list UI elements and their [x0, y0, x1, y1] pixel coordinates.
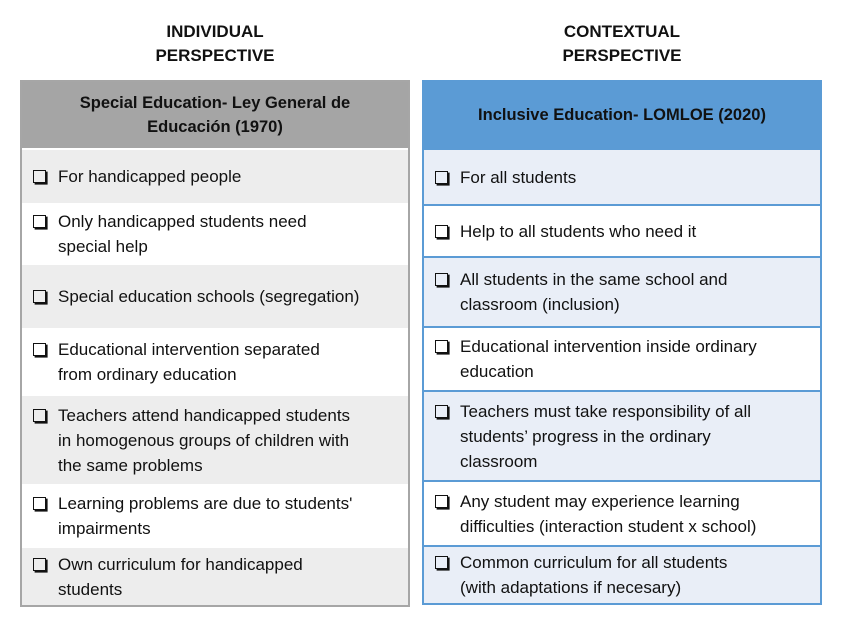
- list-item-text: Educational intervention inside ordinary education: [460, 337, 757, 381]
- checkbox-icon: [435, 273, 448, 286]
- individual-perspective-title: INDIVIDUAL PERSPECTIVE: [155, 22, 275, 65]
- list-item-text: Common curriculum for all students (with adaptations if necesary): [460, 553, 728, 597]
- list-item: [424, 480, 820, 545]
- list-item: [22, 263, 408, 328]
- checkbox-icon: [33, 215, 46, 228]
- list-item: [424, 390, 820, 480]
- list-item-text: Own curriculum for handicapped students: [58, 554, 303, 599]
- checkbox-icon: [435, 495, 448, 508]
- list-item-text: Special education schools (segregation): [58, 287, 360, 306]
- checkbox-icon: [33, 290, 46, 303]
- list-item: [22, 148, 408, 203]
- checkbox-icon: [33, 170, 46, 183]
- checkbox-icon: [435, 556, 448, 569]
- special-education-header: [22, 82, 408, 148]
- special-education-header-label: Special Education- Ley General de Educación (1970): [79, 94, 351, 136]
- list-item: [22, 484, 408, 546]
- checkbox-icon: [435, 340, 448, 353]
- inclusive-education-header: [424, 82, 820, 148]
- checkbox-icon: [435, 405, 448, 418]
- list-item-text: Teachers attend handicapped students in homogenous groups of children with the same problems: [58, 405, 351, 475]
- inclusive-education-table: [422, 80, 822, 605]
- list-item-text: Teachers must take responsibility of all students’ progress in the ordinary classroom: [460, 401, 752, 471]
- checkbox-icon: [33, 558, 46, 571]
- checkbox-icon: [435, 171, 448, 184]
- list-item-text: Any student may experience learning difficulties (interaction student x school): [460, 491, 757, 536]
- list-item-text: All students in the same school and classroom (inclusion): [460, 270, 728, 314]
- list-item-text: Help to all students who need it: [460, 221, 697, 241]
- list-item: [424, 256, 820, 326]
- list-item-text: For handicapped people: [58, 167, 242, 186]
- list-item: [22, 328, 408, 394]
- checkbox-icon: [33, 343, 46, 356]
- list-item-text: For all students: [460, 167, 577, 187]
- list-item-text: Only handicapped students need special help: [58, 212, 307, 256]
- list-item-text: Educational intervention separated from ordinary education: [58, 340, 320, 384]
- checkbox-icon: [33, 409, 46, 422]
- list-item: [424, 326, 820, 390]
- list-item: [424, 545, 820, 603]
- list-item-text: Learning problems are due to students' impairments: [58, 494, 353, 538]
- list-item: [22, 546, 408, 605]
- list-item: [22, 203, 408, 263]
- list-item: [424, 204, 820, 256]
- contextual-perspective-title: CONTEXTUAL PERSPECTIVE: [562, 22, 682, 65]
- checkbox-icon: [33, 497, 46, 510]
- special-education-table: [20, 80, 410, 607]
- inclusive-education-header-label: Inclusive Education- LOMLOE (2020): [478, 106, 766, 124]
- list-item: [22, 394, 408, 484]
- list-item: [424, 148, 820, 204]
- checkbox-icon: [435, 225, 448, 238]
